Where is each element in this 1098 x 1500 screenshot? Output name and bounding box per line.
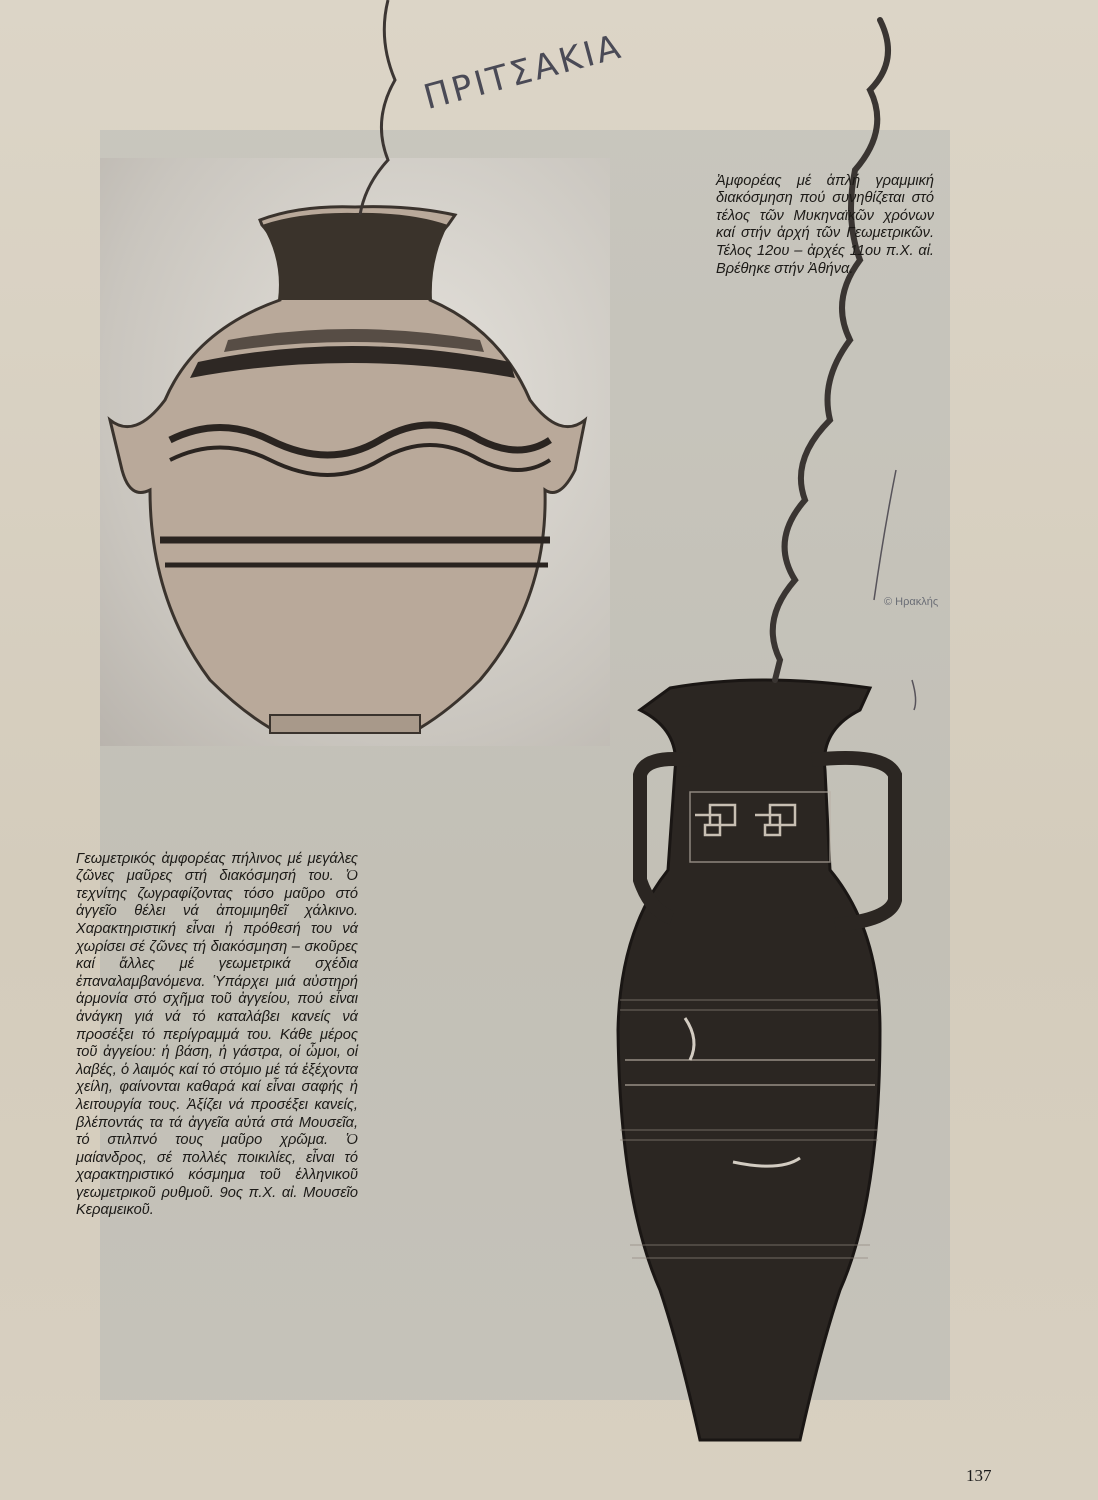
dark-geometric-amphora-image <box>618 680 895 1440</box>
caption-left: Γεωμετρικός ἀμφορέας πήλινος μέ μεγάλες ζῶνες μαῦρες στή διακόσμησή του. Ὁ τεχνίτης ζωγραφίζοντας τόσο μαῦρο στό ἀγγεῖο θέλει νά ἀπομιμηθεῖ χάλκινο. Χαρακτηριστική εἶναι ἡ πρόθεσή του νά χωρίσει σέ ζῶνες τή διακόσμηση – σκοῦρες καί ἄλλες μέ γεωμετρικά σχέδια ἐπαναλαμβανόμενα. Ὑπάρχει μιά αὐστηρή ἁρμονία στό σχῆμα τοῦ ἀγγείου, πού εἶναι ἀνάγκη γιά νά τό καταλάβει κανείς νά προσέξει τό περίγραμμά του. Κάθε μέρος τοῦ ἀγγείου: ἡ βάση, ἡ γάστρα, οἱ ὦμοι, οἱ λαβές, ὁ λαιμός καί τό στόμιο μέ τά ἐξέχοντα χείλη, φαίνονται καθαρά καί εἶναι σαφής ἡ λειτουργία τους. Ἀξίζει νά προσέξει κανείς, βλέποντάς τα τά ἀγγεῖα αὐτά στά Μουσεῖα, τό στιλπνό τους μαῦρο χρῶμα. Ὁ μαίανδρος, σέ πολλές ποικιλίες, εἶναι τό χαρακτηριστικό κόσμημα τοῦ ἑλληνικοῦ γεωμετρικοῦ ρυθμοῦ. 9ος π.Χ. αἰ. Μουσεῖο Κεραμεικοῦ. <box>76 850 358 1219</box>
light-amphora-image <box>110 207 585 733</box>
handwritten-note: ΠΡΙΤΣΑΚΙΑ <box>419 26 628 119</box>
show-through-credit: © Ηρακλής <box>884 596 939 608</box>
page-number: 137 <box>966 1466 992 1485</box>
caption-top-right: Ἀμφορέας μέ ἁπλή γραμμική διακόσμηση πού συνηθίζεται στό τέλος τῶν Μυκηναϊκῶν χρόνων καί στήν ἀρχή τῶν Γεωμετρικῶν. Τέλος 12ου – ἀρχές 11ου π.Χ. αἰ. Βρέθηκε στήν Ἀθήνα. <box>716 172 934 277</box>
